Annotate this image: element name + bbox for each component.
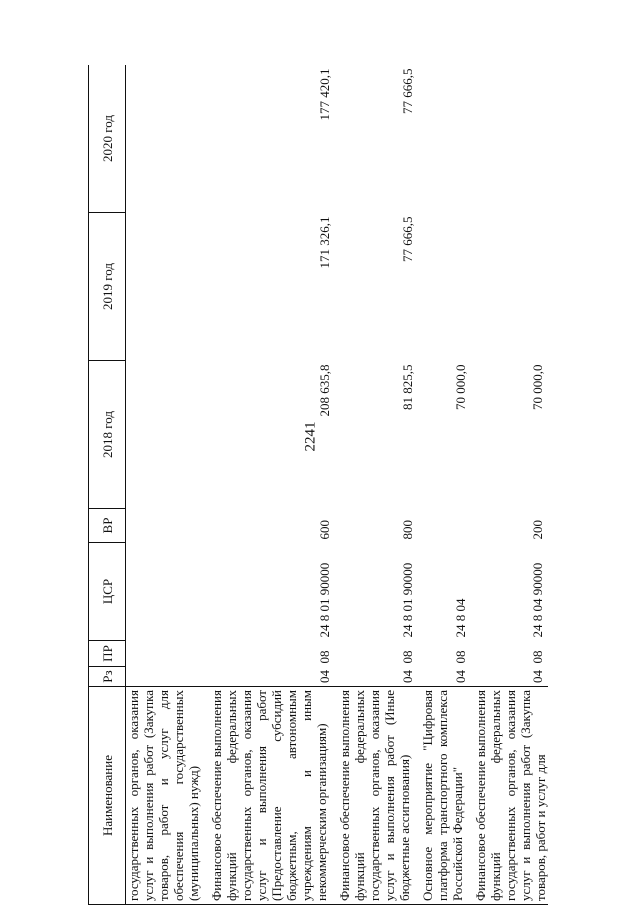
row-2019: 77 666,5	[400, 216, 415, 262]
row-name: Финансовое обеспечение выполнения функций федеральных государственных органов, оказания услуг и выполнения работ (Иные бюджетные ассигнования)	[335, 687, 418, 905]
table-row	[126, 65, 208, 905]
row-pr: 08	[400, 650, 415, 664]
table-row	[335, 65, 418, 905]
row-2019	[126, 213, 208, 361]
row-vr: 800	[400, 520, 415, 540]
header-csr: ЦСР	[89, 543, 126, 641]
row-pr: 08	[530, 650, 545, 664]
row-vr: 600	[317, 520, 332, 540]
row-name: Финансовое обеспечение выполнения функций федеральных государственных органов, оказания услуг и выполнения работ (Предоставление субсидий бюджетным, автономным учреждениям и иным некоммерческим организациям)	[207, 687, 335, 905]
row-pr: 08	[453, 650, 468, 664]
row-rz: 04	[453, 670, 468, 683]
row-csr: 24 8 01 90000	[400, 562, 415, 638]
row-csr: 24 8 01 90000	[317, 562, 332, 638]
row-2019: 171 326,1	[317, 216, 332, 269]
header-pr: ПР	[89, 641, 126, 667]
header-row	[89, 65, 126, 905]
row-2018: 70 000,0	[530, 364, 545, 410]
row-2020	[126, 65, 208, 213]
row-2018: 208 635,8	[317, 364, 332, 417]
row-2020: 77 666,5	[400, 68, 415, 114]
row-2020	[418, 65, 471, 213]
table-row	[471, 65, 548, 905]
header-2020: 2020 год	[89, 65, 126, 213]
row-2018: 70 000,0	[453, 364, 468, 410]
row-2020: 177 420,1	[317, 68, 332, 121]
table-row	[207, 65, 335, 905]
header-rz: Рз	[89, 667, 126, 687]
header-2019: 2019 год	[89, 213, 126, 361]
row-2019	[471, 213, 548, 361]
budget-table	[88, 65, 548, 905]
row-csr	[126, 543, 208, 641]
row-vr: 200	[530, 520, 545, 540]
row-csr: 24 8 04	[453, 598, 468, 638]
header-name: Наименование	[89, 687, 126, 905]
row-rz: 04	[530, 670, 545, 683]
table-row	[418, 65, 471, 905]
row-vr	[418, 509, 471, 543]
rotated-page	[88, 65, 626, 905]
row-name: государственных органов, оказания услуг и выполнения работ (Закупка товаров, работ и услуг для обеспечения государственных (муниципальных) нужд)	[126, 687, 208, 905]
budget-table-container	[88, 65, 626, 905]
row-rz: 04	[317, 670, 332, 683]
row-csr: 24 8 04 90000	[530, 562, 545, 638]
page-number: 2241	[302, 421, 319, 452]
header-2018: 2018 год	[89, 361, 126, 509]
row-rz: 04	[400, 670, 415, 683]
row-name: Основное мероприятие "Цифровая платформа транспортного комплекса Российской Федерации"	[418, 687, 471, 905]
row-vr	[126, 509, 208, 543]
row-name: Финансовое обеспечение выполнения функций федеральных государственных органов, оказания услуг и выполнения работ (Закупка товаров, работ и услуг для	[471, 687, 548, 905]
header-vr: ВР	[89, 509, 126, 543]
row-2018: 81 825,5	[400, 364, 415, 410]
row-pr	[126, 641, 208, 667]
row-pr: 08	[317, 650, 332, 664]
row-2019	[418, 213, 471, 361]
row-2020	[471, 65, 548, 213]
row-2018	[126, 361, 208, 509]
row-rz	[126, 667, 208, 687]
